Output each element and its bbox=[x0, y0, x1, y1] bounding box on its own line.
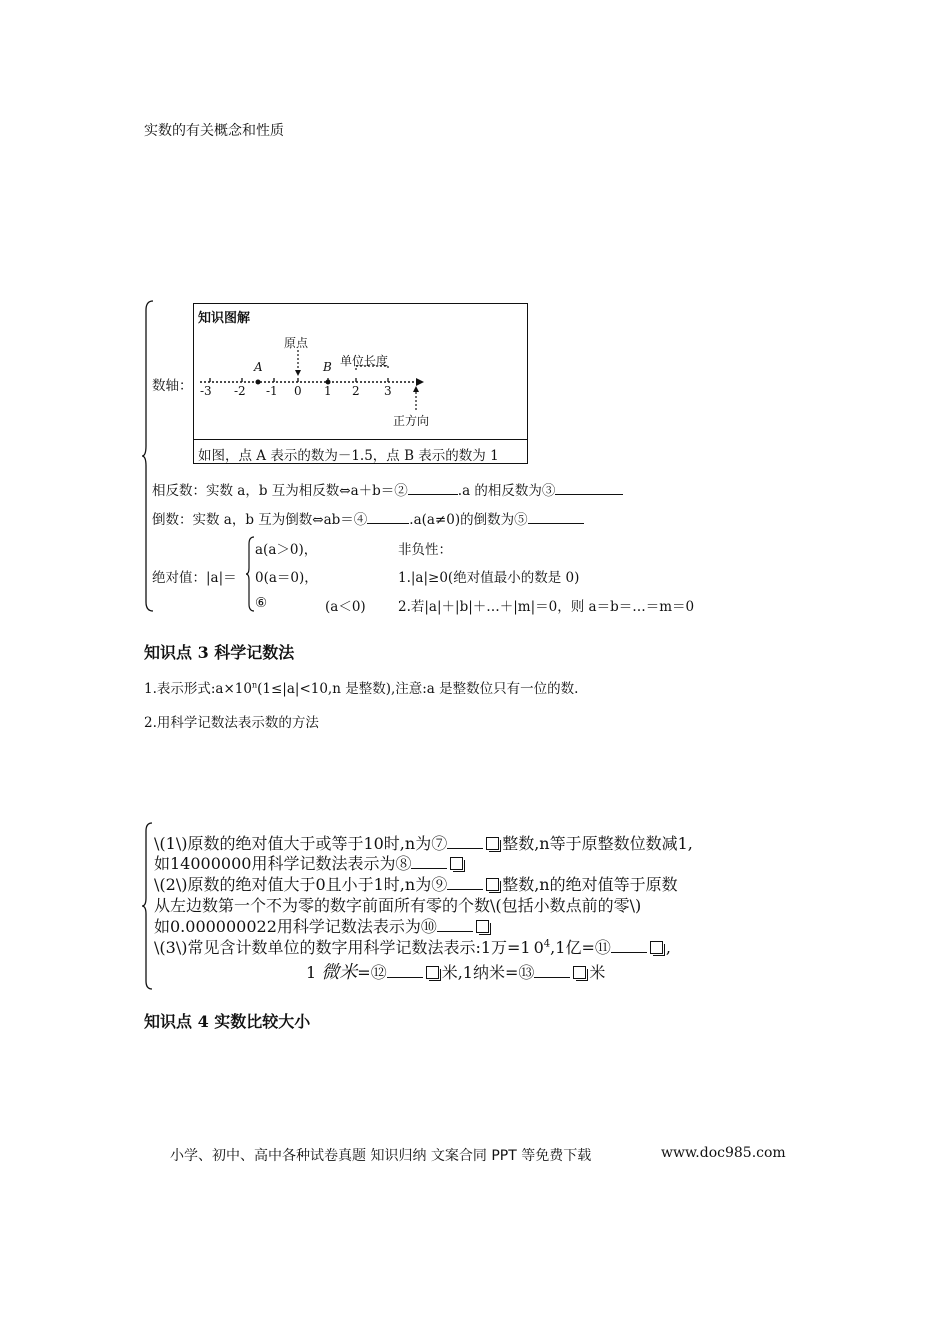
abs-case-positive: a(a＞0)， bbox=[255, 542, 318, 558]
knowledge-diagram bbox=[193, 303, 528, 464]
point-a-label: A bbox=[254, 360, 263, 374]
tick-label: -3 bbox=[200, 384, 212, 398]
sci-rule-3: \(2\)原数的绝对值大于0且小于1时,n为⑨ 整数,n的绝对值等于原数 bbox=[154, 875, 678, 894]
sci-rule-7: 1 微米=⑫ 米,1纳米=⑬ 米 bbox=[306, 962, 606, 983]
nonneg-title: 非负性： bbox=[398, 542, 452, 558]
sci-rule-2: 如14000000用科学记数法表示为⑧ bbox=[154, 851, 463, 874]
footer-text: 小学、初中、高中各种试卷真题 知识归纳 文案合同 PPT 等免费下载 bbox=[170, 1148, 592, 1164]
tick-label: -2 bbox=[234, 384, 246, 398]
sci-method-line: 2.用科学记数法表示数的方法 bbox=[144, 715, 319, 731]
nonneg-rule-2: 2.若|a|＋|b|＋…＋|m|＝0，则 a＝b＝…＝m＝0 bbox=[398, 599, 695, 615]
section-title: 实数的有关概念和性质 bbox=[144, 123, 284, 139]
reciprocal-line: 倒数：实数 a，b 互为倒数⇔ab＝④ .a(a≠0)的倒数为⑤ bbox=[152, 508, 584, 528]
tick-label: 0 bbox=[294, 384, 302, 398]
abs-case-zero: 0(a＝0)， bbox=[255, 570, 318, 586]
unit-length-label: 单位长度 bbox=[340, 354, 389, 368]
sci-rule-1: \(1\)原数的绝对值大于或等于10时,n为⑦ 整数,n等于原整数位数减1, bbox=[154, 834, 693, 853]
section-heading: 知识点 3 科学记数法 bbox=[144, 643, 295, 662]
footer-url[interactable]: www.doc985.com bbox=[661, 1145, 786, 1161]
sci-rule-6: \(3\)常见含计数单位的数字用科学记数法表示:1万=1 $0^4,1$亿=⑪ , bbox=[154, 938, 671, 957]
tick-label: 3 bbox=[384, 384, 392, 398]
tick-label: -1 bbox=[266, 384, 278, 398]
nonneg-rule-1: 1.|a|≥0(绝对值最小的数是 0) bbox=[398, 570, 580, 586]
absolute-value-label: 绝对值：|a|＝ bbox=[152, 570, 237, 586]
diagram-title: 知识图解 bbox=[198, 311, 251, 326]
tick-label: 2 bbox=[352, 384, 360, 398]
number-line bbox=[194, 324, 527, 439]
point-a-mark bbox=[256, 380, 261, 385]
abs-case-negative-cond: (a＜0) bbox=[325, 599, 366, 615]
rules-brace bbox=[141, 822, 153, 990]
sci-rule-5: 如0.000000022用科学记数法表示为⑩ bbox=[154, 914, 489, 937]
sci-rule-4: 从左边数第一个不为零的数字前面所有零的个数\(包括小数点前的零\) bbox=[154, 896, 642, 915]
sci-form-line: 1.表示形式$:a\times 10^n(1\le|a|<10,n$ 是整数),注意:a 是整数位只有一位的数. bbox=[144, 680, 579, 697]
section-heading: 知识点 4 实数比较大小 bbox=[144, 1012, 311, 1031]
direction-label: 正方向 bbox=[393, 414, 430, 428]
absolute-brace bbox=[245, 536, 255, 612]
origin-label: 原点 bbox=[284, 336, 309, 350]
tick-label: 1 bbox=[324, 384, 332, 398]
abs-case-negative-mark: ⑥ bbox=[255, 595, 268, 611]
diagram-caption: 如图，点 A 表示的数为－1.5，点 B 表示的数为 1 bbox=[198, 448, 499, 464]
axis-label: 数轴： bbox=[152, 378, 193, 394]
opposite-number-line: 相反数：实数 a，b 互为相反数⇔a＋b＝② .a 的相反数为③ bbox=[152, 479, 623, 499]
point-b-label: B bbox=[323, 360, 332, 374]
